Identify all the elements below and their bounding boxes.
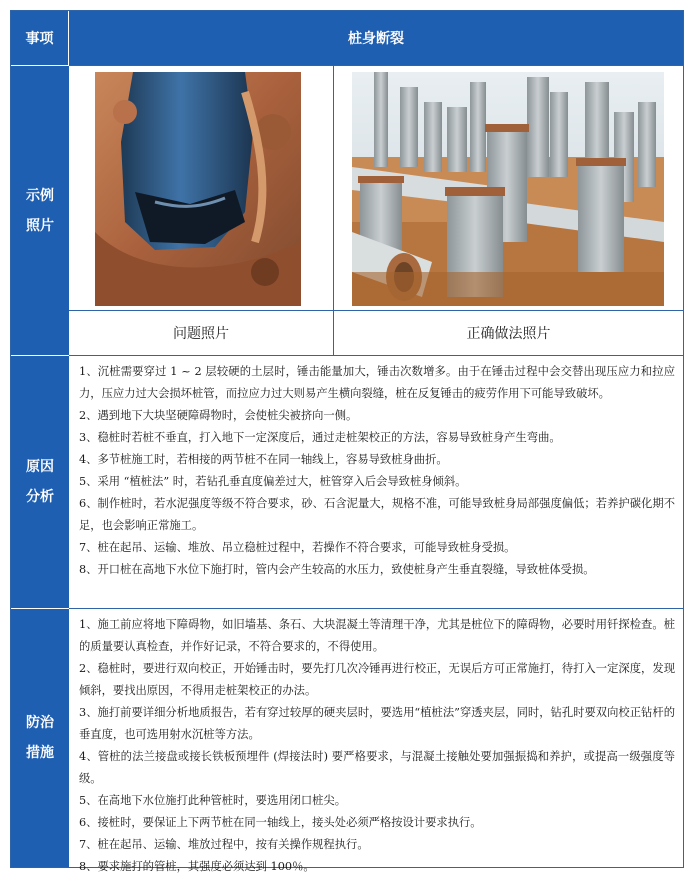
problem-photo — [95, 72, 301, 306]
prevention-label-line2: 措施 — [26, 745, 54, 761]
cause-row-label — [11, 355, 69, 608]
defect-table — [10, 10, 684, 873]
cause-item: 4、多节桩施工时，若相接的两节桩不在同一轴线上，容易导致桩身曲折。 — [79, 453, 448, 466]
cause-label-line1: 原因 — [26, 459, 54, 475]
prevention-item: 8、要求施打的管桩，其强度必须达到 100％。 — [79, 860, 315, 873]
correct-photo-cell — [334, 65, 683, 310]
header-title: 桩身断裂 — [69, 11, 683, 65]
prevention-label-line1: 防治 — [26, 715, 54, 731]
cause-analysis-text — [69, 355, 683, 608]
caption-correct: 正确做法照片 — [334, 310, 683, 355]
photos-row-label — [11, 65, 69, 355]
prevention-item: 4、管桩的法兰接盘或接长铁板预埋件 (焊接法时) 要严格要求，与混凝土接触处要加强振捣和养护，或提高一级强度等级。 — [79, 750, 675, 785]
cause-item: 3、稳桩时若桩不垂直，打入地下一定深度后，通过走桩架校正的方法，容易导致桩身产生弯曲。 — [79, 431, 561, 444]
prevention-measures-text — [69, 608, 683, 873]
cause-item: 8、开口桩在高地下水位下施打时，管内会产生较高的水压力，致使桩身产生垂直裂缝，导致桩体受损。 — [79, 563, 595, 576]
cause-item: 6、制作桩时，若水泥强度等级不符合要求，砂、石含泥量大，规格不准，可能导致桩身局部强度偏低；若养护碳化期不足，也会影响正常施工。 — [79, 497, 675, 532]
cause-label-line2: 分析 — [26, 489, 54, 505]
cause-item: 7、桩在起吊、运输、堆放、吊立稳桩过程中，若操作不符合要求，可能导致桩身受损。 — [79, 541, 516, 554]
caption-problem: 问题照片 — [69, 310, 334, 355]
prevention-item: 6、接桩时，要保证上下两节桩在同一轴线上，接头处必须严格按设计要求执行。 — [79, 816, 482, 829]
correct-photo — [352, 72, 664, 306]
problem-photo-cell — [69, 65, 334, 310]
prevention-item: 2、稳桩时，要进行双向校正，开始锤击时，要先打几次冷锤再进行校正，无误后方可正常施打，待打入一定深度，发现倾斜，要找出原因，不得用走桩架校正的办法。 — [79, 662, 675, 697]
header-item-label: 事项 — [11, 11, 69, 65]
cause-item: 1、沉桩需要穿过 1 ~ 2 层较硬的土层时，锤击能量加大，锤击次数增多。由于在锤击过程中会交替出现压应力和拉应力，压应力过大会损坏桩管，而拉应力过大则易产生横向裂缝，桩在反复锤击的疲劳作用下可能导致破坏。 — [79, 365, 675, 400]
prevention-item: 7、桩在起吊、运输、堆放过程中，按有关操作规程执行。 — [79, 838, 369, 851]
cause-item: 2、遇到地下大块坚硬障碍物时，会使桩尖被挤向一侧。 — [79, 409, 358, 422]
prevention-item: 3、施打前要详细分析地质报告，若有穿过较厚的硬夹层时，要选用“植桩法”穿透夹层，同时，钻孔时要双向校正钻杆的垂直度，也可选用射水沉桩等方法。 — [79, 706, 675, 741]
photos-label-line2: 照片 — [26, 217, 54, 234]
cause-item: 5、采用 “植桩法” 时，若钻孔垂直度偏差过大，桩管穿入后会导致桩身倾斜。 — [79, 475, 467, 488]
prevention-item: 1、施工前应将地下障碍物，如旧墙基、条石、大块混凝土等清理干净，尤其是桩位下的障碍物，必要时用钎探检查。桩的质量要认真检查，并作好记录，不符合要求的，不得使用。 — [79, 618, 675, 653]
photos-label-line1: 示例 — [26, 187, 54, 204]
prevention-row-label — [11, 608, 69, 867]
prevention-item: 5、在高地下水位施打此种管桩时，要选用闭口桩尖。 — [79, 794, 347, 807]
